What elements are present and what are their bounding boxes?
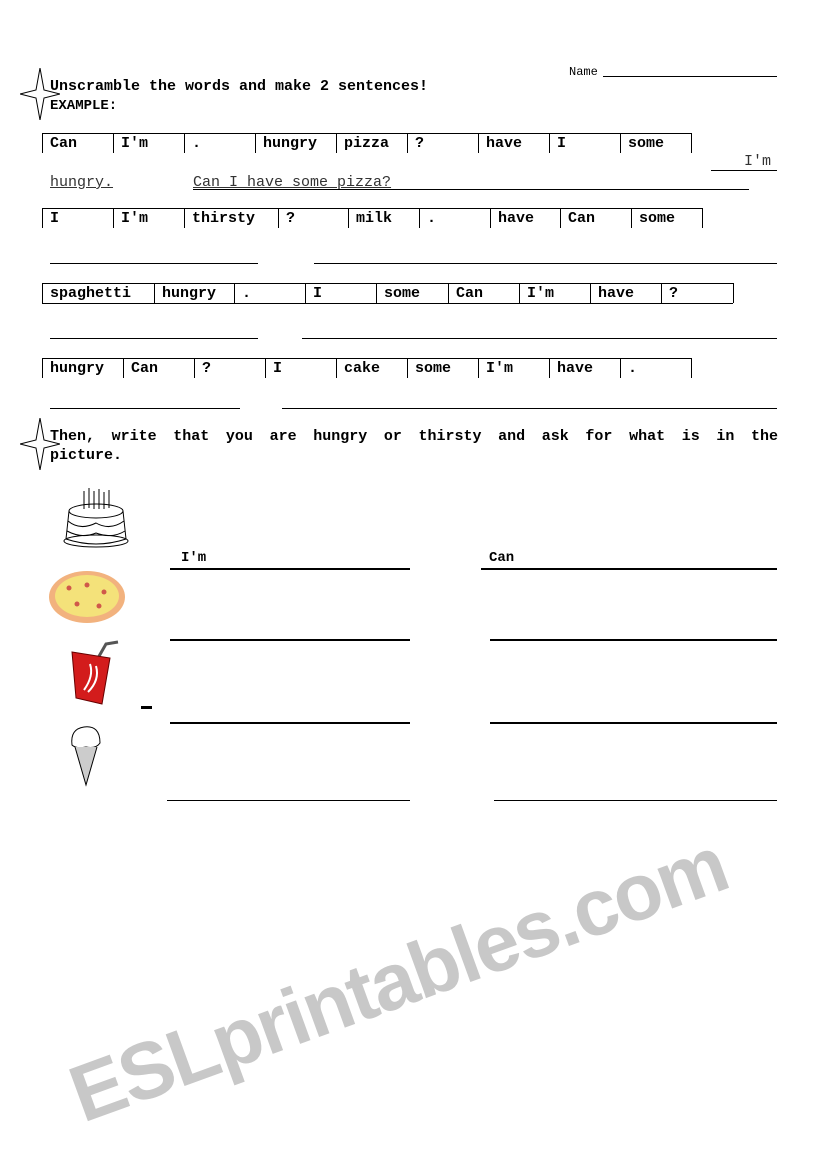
word-row-1 [42, 133, 692, 153]
word-cell: I [265, 358, 336, 378]
word-cell: ? [194, 358, 265, 378]
word-row-4 [42, 358, 692, 378]
word-cell: I'm [113, 208, 184, 228]
answer-line[interactable] [711, 170, 777, 171]
instruction-2-line1: Then, write that you are hungry or thirsty and ask for what is in the [50, 428, 778, 445]
answer-line[interactable] [490, 639, 777, 641]
answer-line[interactable] [170, 568, 410, 570]
cola-cup-icon [64, 640, 122, 706]
word-cell: . [234, 283, 305, 303]
word-cell: ? [661, 283, 734, 303]
word-cell: have [590, 283, 661, 303]
word-cell: I'm [478, 358, 549, 378]
word-cell: have [478, 133, 549, 153]
word-cell: some [631, 208, 703, 228]
example-label: EXAMPLE: [50, 98, 118, 114]
answer-line[interactable] [170, 722, 410, 724]
word-cell: milk [348, 208, 419, 228]
word-cell: cake [336, 358, 407, 378]
word-cell: I [42, 208, 113, 228]
word-cell: thirsty [184, 208, 278, 228]
word-cell: I [549, 133, 620, 153]
ice-cream-icon [68, 723, 104, 787]
word-cell: spaghetti [42, 283, 154, 303]
answer-line[interactable] [170, 639, 410, 641]
word-cell: have [490, 208, 560, 228]
answer-line[interactable] [490, 722, 777, 724]
word-cell: pizza [336, 133, 407, 153]
word-cell: I'm [519, 283, 590, 303]
word-cell: . [620, 358, 692, 378]
answer-line[interactable] [50, 408, 240, 409]
watermark: ESLprintables.com [58, 819, 738, 1139]
name-field-line[interactable] [603, 76, 777, 77]
word-row-3 [42, 283, 734, 303]
word-cell: some [620, 133, 692, 153]
word-cell: some [376, 283, 448, 303]
answer-line[interactable] [50, 263, 258, 264]
cake-icon [60, 483, 130, 551]
word-cell: have [549, 358, 620, 378]
row-bottom-border [42, 303, 733, 304]
word-cell: ? [407, 133, 478, 153]
word-cell: some [407, 358, 478, 378]
example-answer-2: Can I have some pizza? [193, 174, 392, 191]
starter-right: Can [489, 550, 515, 566]
answer-line[interactable] [494, 800, 777, 801]
answer-line[interactable] [282, 408, 777, 409]
answer-line[interactable] [481, 568, 777, 570]
answer-line[interactable] [302, 338, 777, 339]
answer-line[interactable] [50, 338, 258, 339]
example-answer-1a: I'm [744, 153, 772, 170]
answer-line[interactable] [193, 189, 749, 190]
dash-mark [141, 706, 152, 709]
word-cell: Can [123, 358, 194, 378]
word-cell: I'm [113, 133, 184, 153]
instruction-2-line2: picture. [50, 447, 123, 464]
starter-left: I'm [181, 550, 207, 566]
pizza-icon [47, 568, 129, 628]
word-cell: . [184, 133, 255, 153]
word-cell: hungry [154, 283, 234, 303]
word-cell: hungry [255, 133, 336, 153]
word-row-2 [42, 208, 703, 228]
word-cell: Can [560, 208, 631, 228]
word-cell: hungry [42, 358, 123, 378]
word-cell: Can [448, 283, 519, 303]
word-cell: ? [278, 208, 348, 228]
instruction-1: Unscramble the words and make 2 sentences! [50, 78, 429, 95]
word-cell: I [305, 283, 376, 303]
word-cell: Can [42, 133, 113, 153]
name-label: Name [569, 65, 598, 79]
answer-line[interactable] [314, 263, 777, 264]
word-cell: . [419, 208, 490, 228]
answer-line[interactable] [167, 800, 410, 801]
example-answer-1b: hungry. [50, 174, 114, 191]
